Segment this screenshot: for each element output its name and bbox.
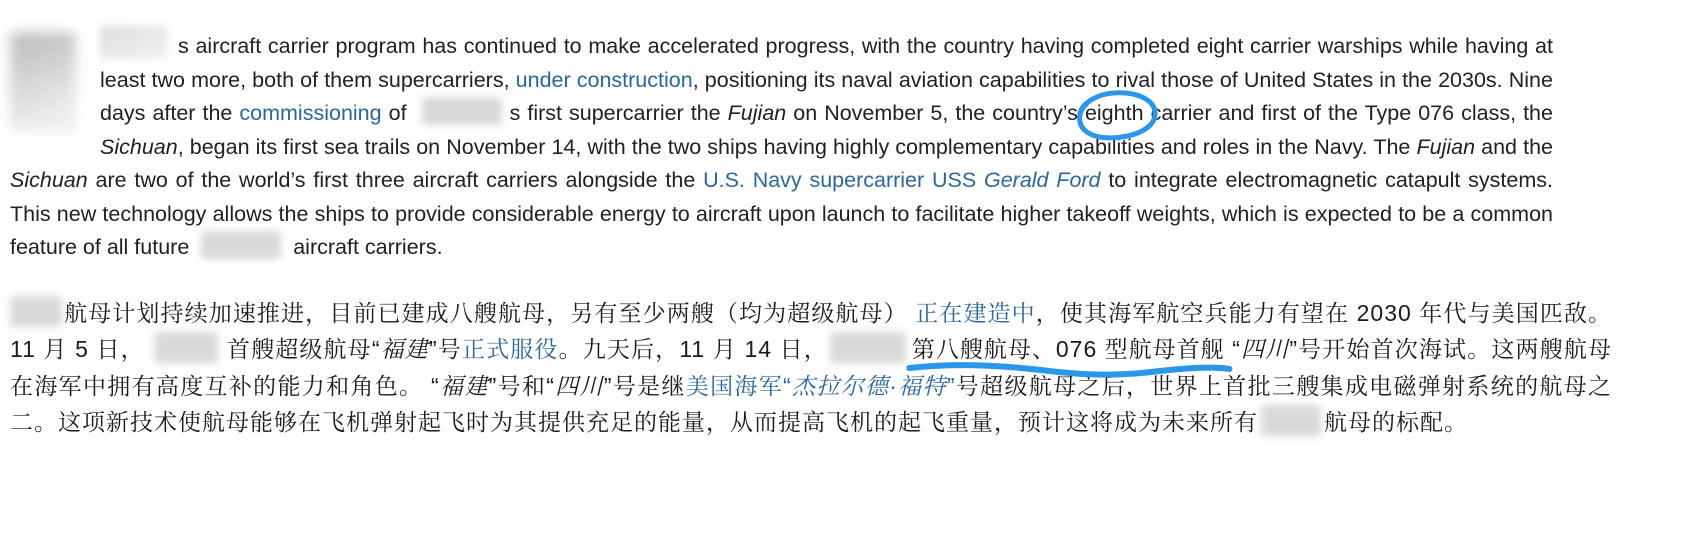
en-text-run: of bbox=[381, 101, 414, 125]
ship-name-fujian: Fujian bbox=[1416, 134, 1476, 159]
zh-text-run: ”号是继 bbox=[603, 372, 686, 399]
redacted-word bbox=[201, 231, 281, 259]
uss-gerald-ford-link[interactable] bbox=[703, 168, 1100, 192]
ship-name-fujian: Fujian bbox=[727, 101, 787, 125]
ship-name-fujian-zh: 福建 bbox=[439, 372, 489, 399]
zh-text-run: ”号开始首次海试。这两艘航母在海军中拥有高度互补的能力和角色。 “ bbox=[10, 336, 1612, 399]
en-text-run: aircraft carriers. bbox=[287, 235, 443, 259]
en-text-run: s aircraft carrier program has continued to make accelerated progress, with the country having completed eight carrier warships while having at least two more, both of them supercarriers, bbox=[100, 34, 1553, 92]
redacted-country-name bbox=[154, 332, 218, 363]
zh-text-run: ”号 bbox=[428, 336, 462, 363]
link-text: ” bbox=[946, 372, 956, 399]
commissioned-link-zh[interactable]: 正式服役 bbox=[461, 336, 559, 363]
en-text-run: are two of the world’s first three aircraft carriers alongside the bbox=[87, 168, 704, 192]
zh-text-run: 航母计划持续加速推进，目前已建成八艘航母，另有至少两艘（均为超级航母） bbox=[64, 299, 916, 326]
ship-name-sichuan: Sichuan bbox=[10, 168, 88, 192]
redacted-country-name bbox=[1261, 405, 1321, 436]
ship-name-sichuan: Sichuan bbox=[100, 134, 178, 159]
en-text-run: to integrate electromagnetic catapult systems. This new technology allows the ships to provide considerable energy to aircraft upon launch to facilitate higher takeoff weights, which is expected to be a common feature of all future bbox=[10, 168, 1554, 259]
us-navy-gerald-ford-link-zh[interactable] bbox=[686, 373, 956, 399]
zh-text-run: 航母的标配。 bbox=[1324, 409, 1468, 436]
zh-text-run: 第八艘航母、076 型航母首舰 bbox=[911, 336, 1225, 363]
zh-text-run: ”号和“ bbox=[488, 372, 555, 399]
commissioning-link[interactable]: commissioning bbox=[239, 101, 382, 125]
en-text-run: and the bbox=[1475, 134, 1553, 159]
zh-text-run: ，使其海军航空兵能力有望在 2030 年代与美国匹敌。11 月 5 日， bbox=[10, 299, 1613, 363]
en-text-run: carrier and first of the Type 076 class, the bbox=[1143, 101, 1553, 125]
zh-text-run: 。九天后，11 月 14 日， bbox=[558, 336, 828, 363]
redacted-country-name bbox=[100, 26, 168, 59]
link-text: 美国海军“ bbox=[685, 372, 792, 399]
en-text-run: eighth bbox=[1084, 101, 1144, 125]
english-paragraph bbox=[10, 26, 1553, 265]
link-text: U.S. Navy supercarrier USS bbox=[703, 168, 984, 192]
ship-name-sichuan-zh: 四川 bbox=[1240, 336, 1290, 363]
ship-name-gerald-ford-zh: 杰拉尔德·福特 bbox=[791, 372, 947, 399]
zh-text-run: “ bbox=[1224, 336, 1241, 363]
en-text-run: , positioning its naval aviation capabilities to rival those of United States in the 2030s. Nine days after the bbox=[100, 67, 1553, 125]
under-construction-link-zh[interactable]: 正在建造中 bbox=[915, 299, 1036, 326]
article-body bbox=[0, 26, 1704, 441]
redacted-country-name bbox=[10, 296, 62, 327]
zh-text-run: 首艘超级航母“ bbox=[226, 336, 381, 363]
chinese-paragraph bbox=[10, 295, 1612, 441]
redacted-country-name bbox=[830, 332, 906, 363]
ship-name-sichuan-zh: 四川 bbox=[554, 372, 604, 399]
underlined-phrase bbox=[912, 331, 1225, 368]
en-text-run: , began its first sea trails on November 14, with the two ships having highly complementary capabilities and roles in the Navy. The bbox=[177, 134, 1417, 159]
zh-text-run: 号超级航母之后，世界上首批三艘集成电磁弹射系统的航母之二。这项新技术使航母能够在飞机弹射起飞时为其提供充足的能量，从而提高飞机的起飞重量，预计这将成为未来所有 bbox=[10, 372, 1613, 436]
circled-word bbox=[1085, 97, 1144, 131]
redacted-country-name bbox=[422, 97, 502, 125]
redacted-flag-image bbox=[10, 32, 76, 132]
ship-name-fujian-zh: 福建 bbox=[380, 336, 429, 363]
under-construction-link[interactable]: under construction bbox=[515, 67, 693, 92]
en-text-run: s first supercarrier the bbox=[509, 101, 728, 125]
en-text-run: on November 5, the country’s bbox=[786, 101, 1085, 125]
ship-name-gerald-ford: Gerald Ford bbox=[983, 168, 1101, 192]
